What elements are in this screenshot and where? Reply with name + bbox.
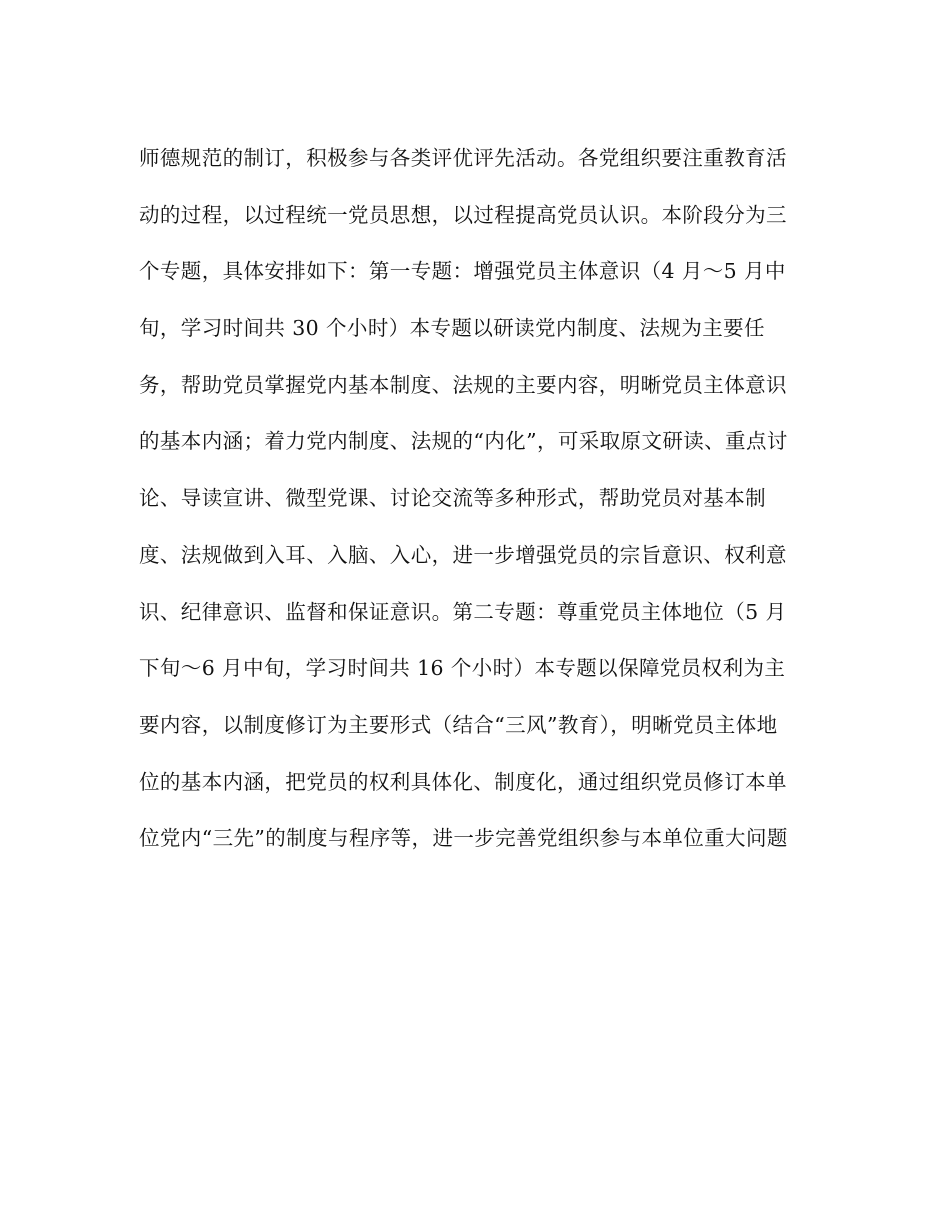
- text-line: 务，帮助党员掌握党内基本制度、法规的主要内容，明晰党员主体意识: [139, 372, 787, 397]
- text-line: 论、导读宣讲、微型党课、讨论交流等多种形式，帮助党员对基本制: [139, 486, 766, 511]
- text-line: 下旬～6 月中旬，学习时间共 16 个小时）本专题以保障党员权利为主: [139, 656, 786, 681]
- text-line: 识、纪律意识、监督和保证意识。第二专题：尊重党员主体地位（5 月: [139, 599, 787, 624]
- text-line: 的基本内涵；着力党内制度、法规的“内化”，可采取原文研读、重点讨: [139, 429, 788, 454]
- text-line: 位党内“三先”的制度与程序等，进一步完善党组织参与本单位重大问题: [139, 826, 788, 851]
- text-line: 要内容，以制度修订为主要形式（结合“三风”教育），明晰党员主体地: [139, 712, 778, 737]
- text-line: 位的基本内涵，把党员的权利具体化、制度化，通过组织党员修订本单: [139, 769, 787, 794]
- text-line: 师德规范的制订，积极参与各类评优评先活动。各党组织要注重教育活: [139, 146, 787, 170]
- text-line: 旬，学习时间共 30 个小时）本专题以研读党内制度、法规为主要任: [139, 316, 765, 341]
- text-line: 个专题，具体安排如下：第一专题：增强党员主体意识（4 月～5 月中: [139, 259, 786, 284]
- body-text: [139, 138, 829, 875]
- text-line: 动的过程，以过程统一党员思想，以过程提高党员认识。本阶段分为三: [139, 202, 787, 227]
- text-line: 度、法规做到入耳、入脑、入心，进一步增强党员的宗旨意识、权利意: [139, 542, 787, 567]
